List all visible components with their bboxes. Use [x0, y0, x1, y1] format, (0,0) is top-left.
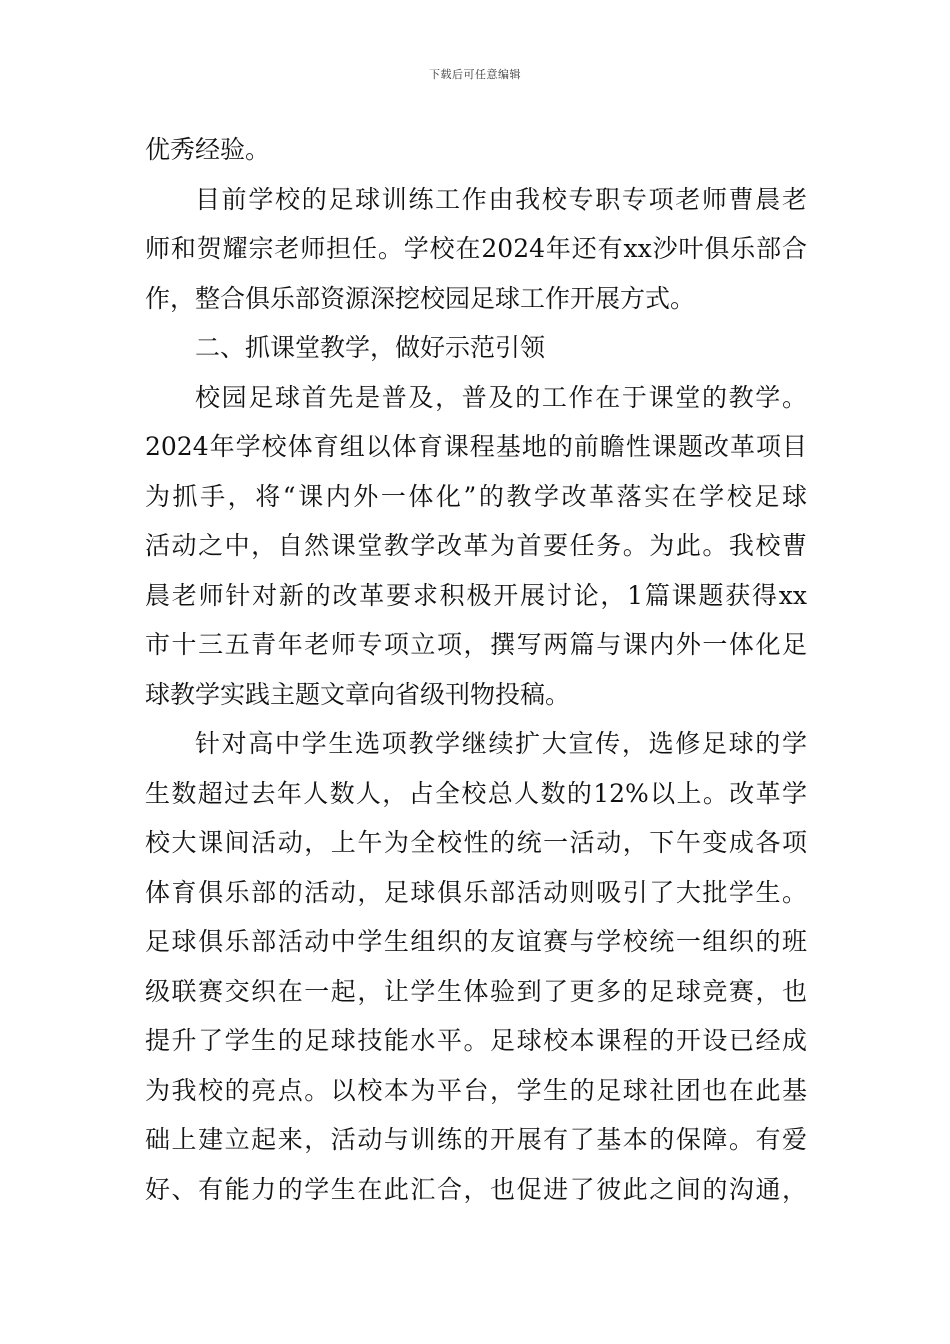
text-line: 生数超过去年人数人，占全校总人数的12%以上。改革学	[145, 778, 807, 808]
text-line: 针对高中学生选项教学继续扩大宣传，选修足球的学	[195, 729, 807, 758]
text-line: 优秀经验。	[145, 135, 271, 164]
text-line: 师和贺耀宗老师担任。学校在2024年还有xx沙叶俱乐部合	[145, 234, 807, 263]
page-header: 下载后可任意编辑	[429, 68, 521, 81]
text-line: 2024年学校体育组以体育课程基地的前瞻性课题改革项目	[145, 432, 807, 461]
text-line: 级联赛交织在一起，让学生体验到了更多的足球竞赛，也	[145, 976, 807, 1006]
text-line: 校大课间活动，上午为全校性的统一活动，下午变成各项	[145, 828, 807, 857]
text-line: 好、有能力的学生在此汇合，也促进了彼此之间的沟通，	[145, 1174, 807, 1204]
text-line: 体育俱乐部的活动，足球俱乐部活动则吸引了大批学生。	[145, 877, 807, 907]
text-line: 晨老师针对新的改革要求积极开展讨论，1篇课题获得xx	[145, 580, 807, 610]
text-line: 为抓手，将“课内外一体化”的教学改革落实在学校足球	[145, 481, 807, 511]
text-line: 为我校的亮点。以校本为平台，学生的足球社团也在此基	[145, 1075, 807, 1105]
section-heading: 二、抓课堂教学，做好示范引领	[195, 333, 546, 362]
text-line: 提升了学生的足球技能水平。足球校本课程的开设已经成	[145, 1026, 807, 1055]
text-line: 市十三五青年老师专项立项，撰写两篇与课内外一体化足	[145, 630, 807, 659]
text-line: 足球俱乐部活动中学生组织的友谊赛与学校统一组织的班	[145, 927, 807, 956]
document-body	[145, 125, 807, 1214]
text-line: 目前学校的足球训练工作由我校专职专项老师曹晨老	[195, 184, 807, 214]
text-line: 校园足球首先是普及，普及的工作在于课堂的教学。	[195, 382, 807, 412]
text-line: 球教学实践主题文章向省级刊物投稿。	[145, 679, 571, 709]
text-line: 础上建立起来，活动与训练的开展有了基本的保障。有爱	[145, 1125, 807, 1154]
text-line: 作，整合俱乐部资源深挖校园足球工作开展方式。	[145, 283, 696, 313]
text-line: 活动之中，自然课堂教学改革为首要任务。为此。我校曹	[145, 531, 807, 560]
